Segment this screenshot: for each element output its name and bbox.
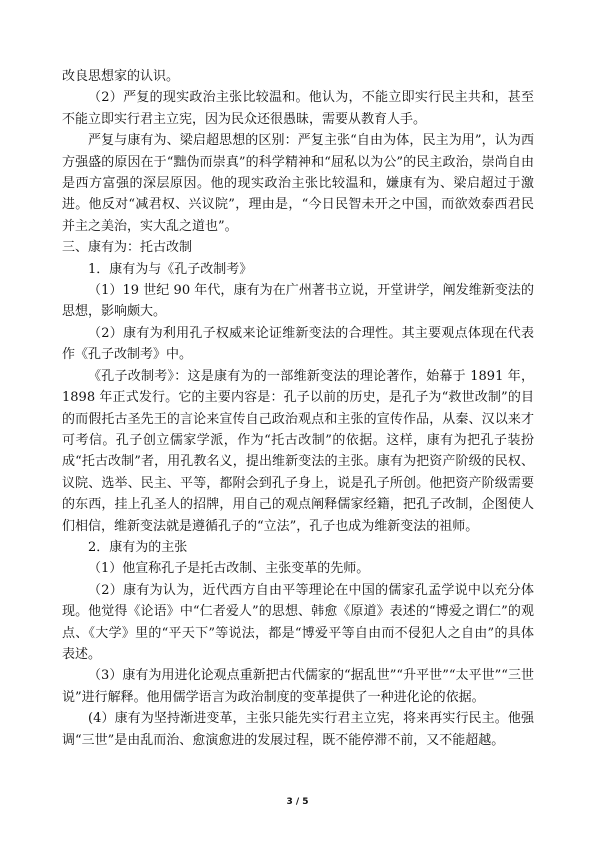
paragraph-yanfu-politics: （2）严复的现实政治主张比较温和。他认为，不能立即实行民主共和，甚至不能立即实行君主立宪，因为民众还很愚昧，需要从教育人手。 <box>62 90 534 127</box>
paragraph-continuation: 改良思想家的认识。 <box>62 69 180 84</box>
section-heading-kang-youwei: 三、康有为：托古改制 <box>62 240 193 256</box>
subheading-kang-proposals: 2．康有为的主张 <box>88 539 188 555</box>
paragraph-guangzhou-teaching: （1）19 世纪 90 年代，康有为在广州著书立说，开堂讲学，阐发维新变法的思想，影响颇大。 <box>62 283 534 320</box>
paragraph-proposal-1: （1）他宣称孔子是托古改制、主张变革的先师。 <box>88 561 370 577</box>
paragraph-proposal-3: （3）康有为用进化论观点重新把古代儒家的“据乱世”“升平世”“太平世”“三世说”进行解释。他用儒学语言为政治制度的变革提供了一种进化论的依据。 <box>62 668 534 705</box>
paragraph-proposal-2: （2）康有为认为，近代西方自由平等理论在中国的儒家孔孟学说中以充分体现。他觉得《论语》中“仁者爱人”的思想、韩愈《原道》表述的“博爱之谓仁”的观点、《大学》里的“平天下”等说法，都是“博爱平等自由而不侵犯人之自由”的具体表述。 <box>62 582 534 662</box>
subheading-kongzi-gaizhi-kao: 1．康有为与《孔子改制考》 <box>88 261 253 277</box>
paragraph-book-description: 《孔子改制考》：这是康有为的一部维新变法的理论著作，始幕于 1891 年，1898 年正式发行。它的主要内容是：孔子以前的历史，是孔子为“救世改制”的目的而假托古圣先王的言论来宣传自己政治观点和主张的宣传作品，从秦、汉以来才可考信。孔子创立儒家学派，作为“托古改制”的依据。这样，康有为把孔子装扮成“托古改制”者，用孔教名义，提出维新变法的主张。康有为把资产阶级的民权、议院、选举、民主、平等，都附会到孔子身上，说是孔子所创。他把资产阶级需要的东西，挂上孔圣人的招牌，用自己的观点阐释儒家经籍，把孔子改制，企图使人们相信，维新变法就是遵循孔子的“立法”，孔子也成为维新变法的祖师。 <box>62 368 534 534</box>
paragraph-proposal-4: (4）康有为坚持渐进变革，主张只能先实行君主立宪，将来再实行民主。他强调“三世”是由乱而治、愈演愈进的发展过程，既不能停滞不前，又不能超越。 <box>62 711 534 748</box>
page-number: 3 / 5 <box>286 797 309 807</box>
document-body <box>62 66 534 751</box>
paragraph-yanfu-difference: 严复与康有为、梁启超思想的区别：严复主张“自由为体，民主为用”，认为西方强盛的原因在于“黜伪而崇真”的科学精神和“屈私以为公”的民主政治，崇尚自由是西方富强的深层原因。他的现实政治主张比较温和，嫌康有为、梁启超过于激进。他反对“减君权、兴议院”，理由是，“今日民智未开之中国，而欲效泰西君民并主之美治，实大乱之道也”。 <box>62 133 534 234</box>
paragraph-confucius-authority: （2）康有为利用孔子权威来论证维新变法的合理性。其主要观点体现在代表作《孔子改制考》中。 <box>62 325 534 363</box>
